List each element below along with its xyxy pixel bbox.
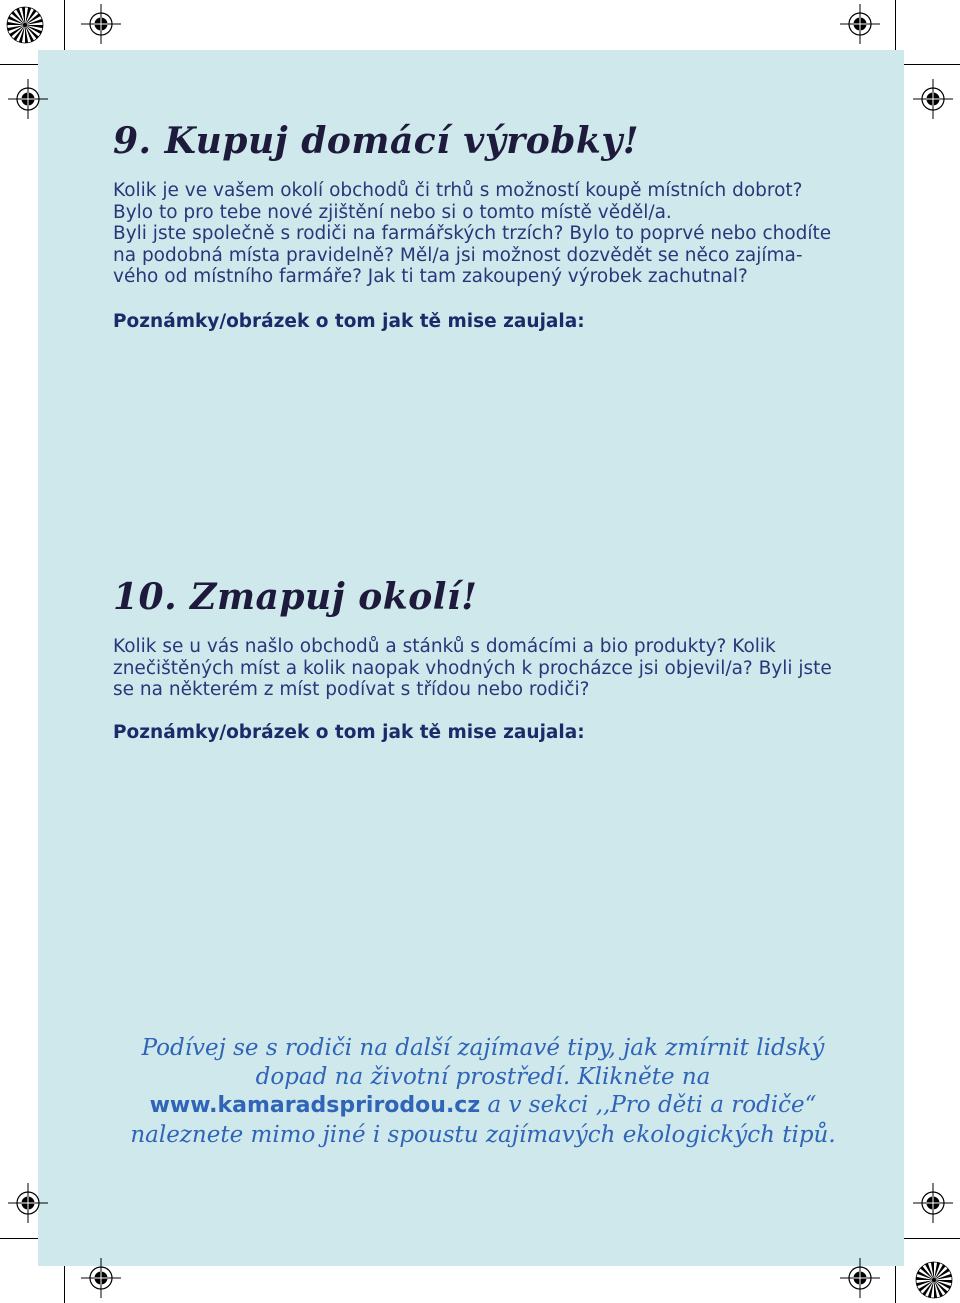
text-line: vého od místního farmáře? Jak ti tam zakoupený výrobek zachutnal? <box>113 266 748 287</box>
trim-mark <box>895 0 896 50</box>
color-rosette-icon <box>6 6 44 44</box>
footer-line <box>80 1091 886 1121</box>
registration-mark-icon <box>81 4 121 44</box>
registration-mark-icon <box>840 1258 880 1298</box>
text-line: na podobná místa pravidelně? Měl/a jsi možnost dozvědět se něco zajíma- <box>113 244 803 266</box>
section-10-text <box>113 636 873 701</box>
text-line: se na některém z míst podívat s třídou nebo rodiči? <box>113 679 590 700</box>
registration-mark-icon <box>81 1258 121 1298</box>
section-10-notes-label: Poznámky/obrázek o tom jak tě mise zaujala: <box>113 722 585 743</box>
section-9-title: 9. Kupuj domácí výrobky! <box>113 120 640 162</box>
trim-mark <box>64 1266 65 1303</box>
footer-line: naleznete mimo jiné i spoustu zajímavých ekologických tipů. <box>130 1121 836 1148</box>
footer-line: Podívej se s rodiči na další zajímavé tipy, jak zmírnit lidský <box>141 1035 825 1061</box>
text-line: Byli jste společně s rodiči na farmářských trzích? Bylo to poprvé nebo chodíte <box>113 223 832 244</box>
trim-mark <box>904 1238 960 1239</box>
text-line: znečištěných míst a kolik naopak vhodných k procházce jsi objevil/a? Byli jste <box>113 657 832 679</box>
section-10-title: 10. Zmapuj okolí! <box>113 576 478 618</box>
trim-mark <box>0 64 38 65</box>
footer-line: dopad na životní prostředí. Klikněte na <box>255 1063 711 1090</box>
footer-tip <box>80 1034 886 1149</box>
registration-mark-icon <box>840 4 880 44</box>
trim-mark <box>64 0 65 50</box>
registration-mark-icon <box>8 79 48 119</box>
text-line: Kolik se u vás našlo obchodů a stánků s domácími a bio produkty? Kolik <box>113 636 776 657</box>
section-9-notes-label: Poznámky/obrázek o tom jak tě mise zaujala: <box>113 311 585 332</box>
registration-mark-icon <box>913 1183 953 1223</box>
trim-mark <box>904 64 960 65</box>
trim-mark <box>895 1266 896 1303</box>
section-9-text <box>113 180 873 288</box>
website-link[interactable]: www.kamaradsprirodou.cz <box>149 1093 481 1118</box>
registration-mark-icon <box>913 79 953 119</box>
footer-line-rest: a v sekci ,,Pro děti a rodiče“ <box>480 1092 817 1118</box>
color-rosette-icon <box>915 1261 953 1299</box>
registration-mark-icon <box>8 1183 48 1223</box>
text-line: Bylo to pro tebe nové zjištění nebo si o tomto místě věděl/a. <box>113 201 672 223</box>
text-line: Kolik je ve vašem okolí obchodů či trhů s možností koupě místních dobrot? <box>113 180 803 201</box>
trim-mark <box>0 1238 38 1239</box>
